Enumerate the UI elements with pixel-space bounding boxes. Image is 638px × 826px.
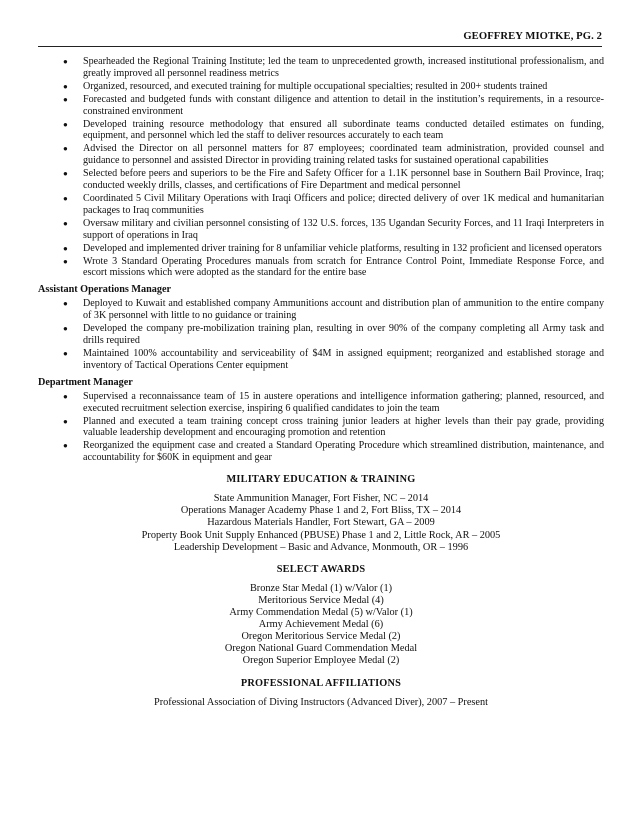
bullet-icon: ●	[63, 193, 68, 203]
bullet-icon: ●	[63, 94, 68, 104]
list-item: ● Advised the Director on all personnel matters for 87 employees; coordinated team administration, provided counsel and guidance to personnel and assisted Director in providing training related tasks for sustained operational capabilities	[63, 143, 604, 167]
list-item: ● Organized, resourced, and executed training for multiple occupational specialties; resulted in 200+ students trained	[63, 80, 548, 92]
bullet-icon: ●	[63, 416, 68, 426]
education-item: Hazardous Materials Handler, Fort Stewart, GA – 2009	[207, 517, 435, 529]
list-item: ● Oversaw military and civilian personnel consisting of 132 U.S. forces, 135 Ugandan Security Forces, and 11 Iraqi Interpreters in support of operations in Iraq	[63, 217, 604, 241]
bullet-icon: ●	[63, 81, 68, 91]
education-item: Property Book Unit Supply Enhanced (PBUSE) Phase 1 and 2, Little Rock, AR – 2005	[141, 529, 501, 541]
award-item: Army Commendation Medal (5) w/Valor (1)	[229, 607, 413, 619]
bullet-icon: ●	[63, 218, 68, 228]
list-item: ● Planned and executed a team training concept cross training junior leaders at higher levels than their pay grade, providing valuable leadership development and encouraging promotion and retention	[63, 415, 604, 439]
award-item: Army Achievement Medal (6)	[258, 619, 384, 631]
education-item: Leadership Development – Basic and Advance, Monmouth, OR – 1996	[173, 541, 469, 553]
affiliations-section	[38, 678, 604, 709]
job-title-department-manager: Department Manager	[38, 376, 133, 388]
award-item: Oregon National Guard Commendation Medal	[224, 643, 418, 655]
list-item: ● Wrote 3 Standard Operating Procedures manuals from scratch for Entrance Control Point, Immediate Response Force, and escort missions which were adopted as the standard for the entire base	[63, 255, 604, 279]
list-item: ● Developed the company pre-mobilization training plan, resulting in over 90% of the company completing all Army task and drills required	[63, 323, 604, 347]
section-title-affiliations: PROFESSIONAL AFFILIATIONS	[240, 677, 402, 689]
award-item: Oregon Superior Employee Medal (2)	[242, 655, 400, 667]
list-item: ● Maintained 100% accountability and serviceability of $4M in assigned equipment; reorganized and established storage and inventory of Tactical Operations Center equipment	[63, 347, 604, 371]
awards-section	[38, 564, 604, 668]
bullet-icon: ●	[63, 299, 68, 309]
education-item: State Ammunition Manager, Fort Fisher, NC – 2014	[213, 493, 429, 505]
bullet-icon: ●	[63, 119, 68, 129]
list-item: ● Coordinated 5 Civil Military Operations with Iraqi Officers and police; directed delivery of over 1K medical and humanitarian packages to Iraq communities	[63, 192, 604, 216]
award-item: Oregon Meritorious Service Medal (2)	[241, 631, 401, 643]
section-title-education: MILITARY EDUCATION & TRAINING	[226, 474, 416, 486]
intro-bullet-list	[38, 56, 604, 279]
list-item: ● Deployed to Kuwait and established company Ammunitions account and distribution plan of ammunition to the entire company of 3K personnel with little to no guidance or training	[63, 298, 604, 322]
bullet-icon: ●	[63, 169, 68, 179]
list-item: ● Selected before peers and superiors to be the Fire and Safety Officer for a 1.1K personnel base in Southern Bail Province, Iraq; conducted weekly drills, classes, and certifications of Fire Department and medical personnel	[63, 168, 604, 192]
award-item: Meritorious Service Medal (4)	[258, 594, 384, 606]
list-item: ● Developed and implemented driver training for 8 unfamiliar vehicle platforms, resulting in 132 proficient and licensed operators	[63, 242, 602, 254]
affiliation-item: Professional Association of Diving Instructors (Advanced Diver), 2007 – Present	[153, 696, 488, 708]
award-item: Bronze Star Medal (1) w/Valor (1)	[249, 582, 393, 594]
list-item: ● Developed training resource methodology that ensured all subordinate teams conducted detailed estimates on funding, equipment, and personnel which led the staff to deliver resources accurately to each team	[63, 118, 604, 142]
bullet-icon: ●	[63, 256, 68, 266]
job-bullet-list	[38, 298, 604, 371]
bullet-icon: ●	[63, 144, 68, 154]
bullet-icon: ●	[63, 243, 68, 253]
bullet-icon: ●	[63, 441, 68, 451]
list-item: ● Supervised a reconnaissance team of 15 in austere operations and intelligence information gathering; planned, resourced, and executed recruitment selection exercise, inspiring 6 qualified candidates to join the team	[63, 390, 604, 414]
education-item: Operations Manager Academy Phase 1 and 2, Fort Bliss, TX – 2014	[180, 505, 462, 517]
list-item: ● Forecasted and budgeted funds with constant diligence and attention to detail in the institution’s requirements, in a resource-constrained environment	[63, 93, 604, 117]
bullet-icon: ●	[63, 348, 68, 358]
header-name: GEOFFREY MIOTKE, PG. 2	[457, 31, 602, 42]
list-item: ● Spearheaded the Regional Training Institute; led the team to unprecedented growth, increased institutional professionalism, and greatly improved all personnel readiness metrics	[63, 56, 604, 79]
job-title-assistant-operations-manager: Assistant Operations Manager	[38, 284, 171, 296]
job-bullet-list	[38, 391, 604, 464]
bullet-icon: ●	[63, 391, 68, 401]
bullet-icon: ●	[63, 57, 68, 66]
education-section	[38, 474, 604, 554]
section-title-awards: SELECT AWARDS	[276, 563, 366, 575]
resume-content	[38, 56, 604, 709]
page-header	[38, 30, 602, 47]
list-item: ● Reorganized the equipment case and created a Standard Operating Procedure which streamlined distribution, maintenance, and accountability for $60K in equipment and gear	[63, 440, 604, 464]
bullet-icon: ●	[63, 324, 68, 334]
